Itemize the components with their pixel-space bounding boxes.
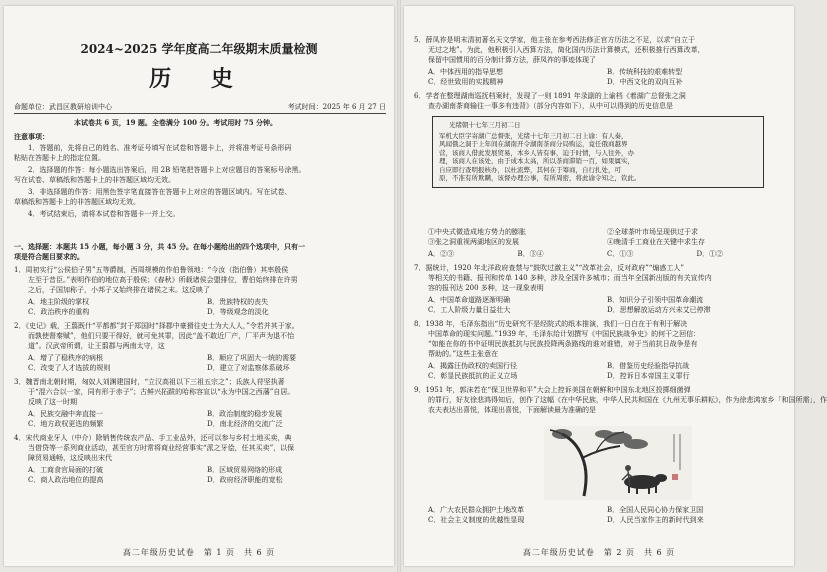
q7-stem: 容的报刊达 200 多种，这一现象表明 <box>428 284 544 292</box>
option-a[interactable]: A．中国革命道路逐渐明确 <box>428 296 511 304</box>
option-a[interactable]: A．揭露汪伪政权的卖国行径 <box>428 362 518 370</box>
q4-stem: 当借贷等一系列商业活动，甚至官方时常将商业经营事实“派之牙侩，任其买卖”，以保 <box>28 444 295 452</box>
option-a[interactable]: A．增了了稳秩序的病根 <box>28 354 104 362</box>
option-d[interactable]: D．①② <box>696 250 724 258</box>
q4-stem: 障贸易通畅，这反映出宋代 <box>28 454 112 462</box>
option-b[interactable]: B．传统科技的艰难转型 <box>607 68 683 76</box>
document-heading: 光绪朝十七年三月初二日 <box>449 121 521 129</box>
q8-stem: “如能在你的书中证明民族抵抗与民族投降两条路线的谁对谁错，对于当前抗日战争是有 <box>428 340 698 348</box>
q5-stem: 无过之地”。为此，他积极引入西算方法，简化国内历法计算模式，还积极推行西算改革， <box>428 46 705 54</box>
q9-stem: 9．1951 年，郭沫若在“保卫世界和平”大会上控诉美国在朝鲜和中国东北地区投掷细菌弹 <box>414 386 691 394</box>
option-a[interactable]: A．中体西用的指导思想 <box>428 68 504 76</box>
option-c[interactable]: C．彰显民族抵抗的正义立场 <box>428 371 518 380</box>
q7-stem: 7．据统计，1920 年北洋政府查禁与“鼓吹过激主义”“改革社会，反对政府”“煽惑工人” <box>414 264 684 272</box>
q8-stem: 帮助的。”这些主张意在 <box>428 350 499 358</box>
option-a[interactable]: A．②③ <box>428 250 455 258</box>
q3-stem: 3．魏晋南北朝时期，匈奴人刘渊建国时，“立汉高祖以下三祖五宗之”；氐族人苻坚执著 <box>14 378 285 386</box>
option-d[interactable]: D．等级观念的淡化 <box>207 307 269 316</box>
q1-options <box>14 298 386 317</box>
q9-stem: 的罪行，好友徐悲鸿得知后，创作了这幅《在中华民族，中华人民共和国在《九州无事乐耕耘》，作为徐悲鸿家乡「和国所需」，作 <box>428 396 827 404</box>
q5-stem: 5．薛凤祚是明末清初著名天文学家，他主张在参考西法修正官方历法之不足，以求“自立于 <box>414 36 696 44</box>
q1-stem: 左至于昔臣。”表明作伯的地位高于殷侯；《春秋》所载诸侯会盟排位，曹伯始终排在许男 <box>28 276 298 284</box>
document-line: 营，该商人借此发展贸易，本乡人皆有事，迫于时情，与人往外，办 <box>439 148 634 157</box>
option-b[interactable]: B．全国人民同心协力保家卫国 <box>607 506 704 514</box>
q3-options <box>14 410 386 429</box>
option-b[interactable]: B．③④ <box>517 250 544 258</box>
notice-line: 2．选择题的作答：每小题选出答案后，用 2B 铅笔把答题卡上对应题目的答案标号涂黑。 <box>28 166 306 174</box>
q8-stem: 8．1938 年，毛泽东指出“历史研究不是经院式的纸本推演，我们一日白在于有利于解决 <box>414 320 688 328</box>
q3-stem: 于“混六合以一家，同有形于赤子”；古鲜兴拓跋的哈称容宣以“永为中国之西藩”自居。 <box>28 388 295 396</box>
option-c[interactable]: C．工人阶级力量日益壮大 <box>428 305 511 314</box>
section-title: 一、选择题：本题共 15 小题，每小题 3 分，共 45 分。在每小题给出的四个选项中，只有一 <box>14 242 305 251</box>
q2-stem: 而孰使督秦赋”，他们只要干得好，就可免其罪，因此“盖不敢近厂产，厂平声为退不怡 <box>28 332 295 340</box>
notice-line: 写在试卷、草稿纸和答题卡上的非答题区域均无效。 <box>14 176 175 184</box>
page-footer: 高二年级历史试卷 第 1 页 共 6 页 <box>122 548 276 557</box>
document-line: 风闻俄之洞于上年间在湖南开令湖南茶商分局购运，竟任俄商越界 <box>439 140 628 148</box>
page-footer: 高二年级历史试卷 第 2 页 共 6 页 <box>522 548 676 557</box>
option-b[interactable]: B．顺应了巩固大一统的需要 <box>207 354 297 362</box>
q6-stem: 查办湖南茶商输往一事多有违背》（部分内容如下），从中可以得到的历史信息是 <box>428 102 673 110</box>
option-d[interactable]: D．思想解放运动方兴未艾已停滞 <box>607 305 711 314</box>
q2-stem: 道”。汉武帝所谓，让王翦郡与两南太守，这 <box>28 342 165 350</box>
section-title-cont: 项是符合题目要求的。 <box>14 252 84 261</box>
q3-stem: 反映了这一时期 <box>28 398 77 406</box>
option-c[interactable]: C．经世致用的实践精神 <box>428 77 504 86</box>
option-a[interactable]: A．民族交融中奔直接一 <box>28 410 104 418</box>
q7-options <box>414 296 786 315</box>
archive-document-box <box>432 116 764 188</box>
option-d[interactable]: D．建立了对监察体系破坏 <box>207 363 290 372</box>
statement-3: ③张之洞重视两湖地区的发展 <box>428 237 519 246</box>
option-c[interactable]: C．政治秩序的重构 <box>28 307 90 316</box>
option-c[interactable]: C．改变了人才选拔的规则 <box>28 363 111 372</box>
q5-stem: 保留中国惯用的百分制计算方法，薛凤祚的事迹体现了 <box>428 56 596 64</box>
exam-meta <box>14 102 386 114</box>
option-d[interactable]: D．南北经济的交流广泛 <box>207 419 283 428</box>
q9-options <box>414 506 786 525</box>
option-c[interactable]: C．社会主义制度的优越性显现 <box>428 515 525 524</box>
q6-statements <box>414 228 786 247</box>
q4-options <box>14 466 386 485</box>
ink-painting-image <box>544 426 692 500</box>
option-b[interactable]: B．政治制度的稳步发展 <box>207 410 283 418</box>
q8-options <box>414 362 786 381</box>
statement-2: ②全球茶叶市场呈现供过于求 <box>607 228 698 236</box>
notice-line: 1．答题前，先将自己的姓名、准考证号填写在试卷和答题卡上，并将准考证号条形码 <box>28 144 292 152</box>
q4-stem: 4．宋代商业牙人（中介）除销售传统农产品、手工业品外，还可以参与乡村土地买卖，典 <box>14 434 292 442</box>
meta-date: 考试时间：2025 年 6 月 27 日 <box>287 103 386 111</box>
q6-options <box>414 250 786 260</box>
exam-page-2 <box>404 6 827 566</box>
q6-stem: 6．学者在整理湖南巡抚档案时，发现了一则 1891 年录副的上谕档《着湖广总督张之洞 <box>414 92 686 100</box>
option-b[interactable]: B．区域贸易网络的形成 <box>207 466 283 474</box>
document-line: 理，该商人在该处，由于成本太高，所以茶商滞销一百，如果属实， <box>439 157 634 165</box>
q5-options <box>414 68 786 87</box>
book-crease <box>397 0 401 572</box>
statement-4: ④晚清手工商业在关键中求生存 <box>607 237 705 246</box>
document-line: 原，不准有所欺瞒，该督办理公事，有所周密，将此谕令知之，钦此。 <box>439 174 641 182</box>
exam-title: 2024~2025 学年度高二年级期末质量检测 <box>80 42 318 56</box>
option-d[interactable]: D．政府经济职能的宽松 <box>207 475 283 484</box>
notice-line: 3．非选择题的作答：用黑色签字笔直接答在答题卡上对应的答题区域内。写在试卷、 <box>28 188 292 196</box>
q2-stem: 2．《史记》载，王翦既什“平都都”封于郑国时“择郡中豪猾往史士为大人人，”令若并其于家。 <box>14 322 299 330</box>
q1-stem: 之后，子国加称子，小邦子又始终排在诸侯之末。这反映了 <box>28 286 210 294</box>
subject-title: 历 史 <box>149 66 249 92</box>
meta-organizer: 命题单位：武昌区教研培训中心 <box>14 103 112 111</box>
q8-stem: 中国革命的现实问题。”1939 年，毛泽东给计划撰写《中国民族战争史》的何干之回信： <box>428 330 701 338</box>
option-a[interactable]: A．地主阶级的掌权 <box>28 298 90 306</box>
q1-stem: 1．周初实行“公侯伯子男”五等爵制，西周规模的作伯鲁领地：“今汝（指伯鲁）其率殷侯 <box>14 266 289 274</box>
exam-summary: 本试卷共 6 页，19 题。全卷满分 100 分。考试用时 75 分钟。 <box>74 118 278 127</box>
document-line: 自应即行查明报核办，以杜流弊，其何在于筹商，自行扎处，可 <box>439 165 621 174</box>
option-b[interactable]: B．借鉴历史经验指导抗战 <box>607 362 690 370</box>
notice-line: 粘贴在答题卡上的指定位置。 <box>14 154 105 162</box>
option-a[interactable]: A．工商食官局面的打破 <box>28 466 104 474</box>
option-d[interactable]: D．人民当家作主的新时代到来 <box>607 515 704 524</box>
q7-stem: 等相关的书籍、报刊和传单 140 多种，涉及全国许多城市；而当年全国新出版的有关宣传内 <box>428 274 712 282</box>
option-b[interactable]: B．知识分子引领中国革命潮流 <box>607 296 704 304</box>
notice-title: 注意事项： <box>14 132 49 141</box>
option-b[interactable]: B．贵族特权的丧失 <box>207 298 269 306</box>
q2-options <box>14 354 386 373</box>
document-line: 军机大臣字寄湖广总督张，光绪十七年三月初二日上谕：有人奏， <box>439 131 628 140</box>
option-c[interactable]: C．①③ <box>607 250 634 258</box>
notice-line: 4．考试结束后，请将本试卷和答题卡一并上交。 <box>28 210 180 218</box>
option-c[interactable]: C．商人政治地位的提高 <box>28 475 104 484</box>
option-d[interactable]: D．中西文化的双向互补 <box>607 77 683 86</box>
statement-1: ①中央式微造成地方势力的膨胀 <box>428 228 526 236</box>
exam-page-1 <box>4 6 394 566</box>
option-d[interactable]: D．控诉日本帝国主义罪行 <box>607 371 690 380</box>
notice-line: 草稿纸和答题卡上的非答题区域均无效。 <box>14 198 140 206</box>
option-a[interactable]: A．广大农民群众拥护土地改革 <box>428 506 525 514</box>
option-c[interactable]: C．地方政权更迭的频繁 <box>28 419 104 428</box>
q9-stem: 农夫表达出喜悦，体现出喜悦，下面解读最为准确的是 <box>428 406 596 414</box>
